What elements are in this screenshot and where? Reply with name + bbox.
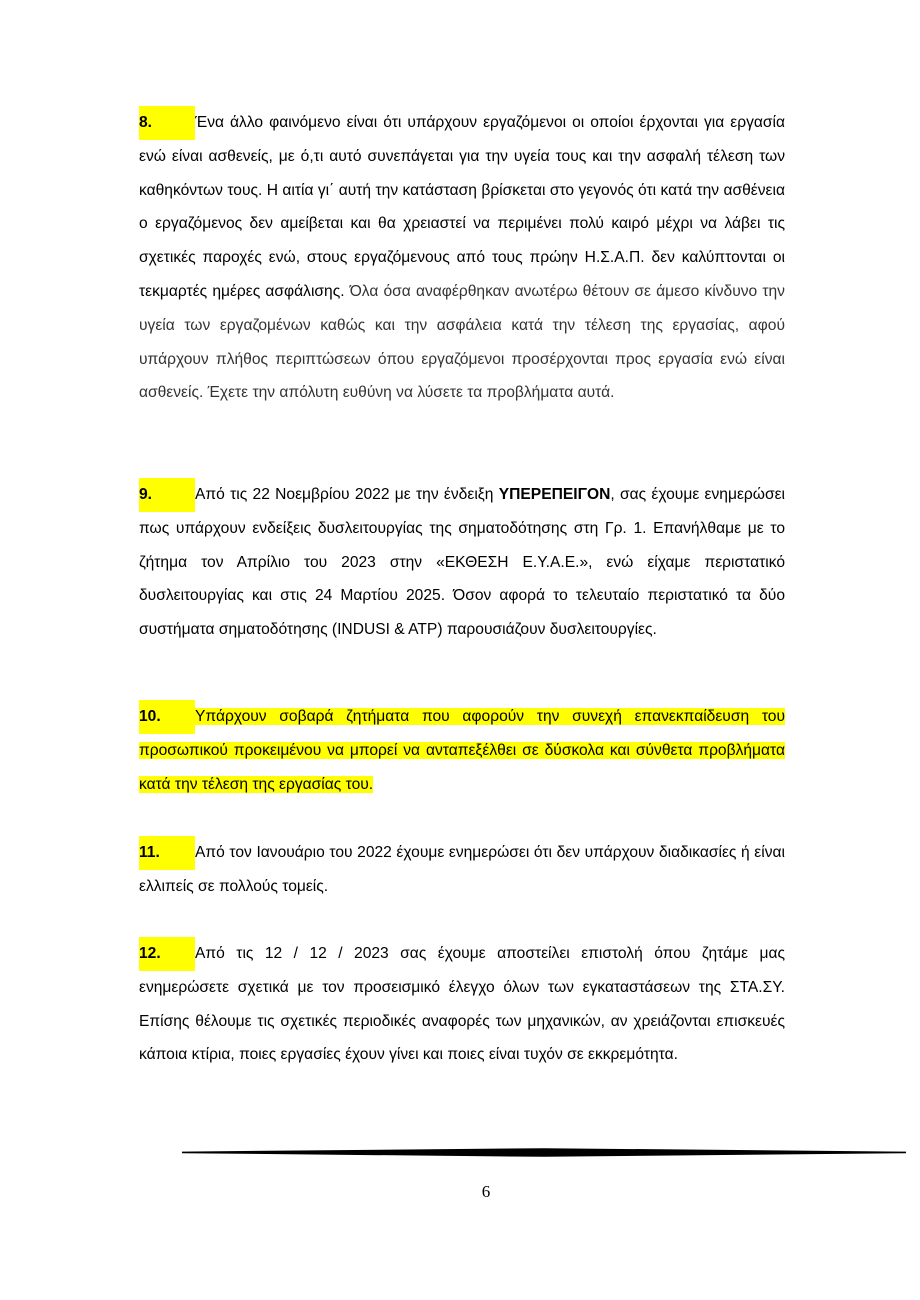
urgent-label: ΥΠΕΡΕΠΕΙΓΟΝ (498, 486, 611, 503)
paragraph-text-gray: Όλα όσα αναφέρθηκαν ανωτέρω θέτουν σε άμεσο κίνδυνο την υγεία των εργαζομένων καθώς και την ασφάλεια κατά την τέλεση της εργασίας, αφού υπάρχουν πλήθος περιπτώσεων όπου εργαζόμενοι προσέρχονται προς εργασία ενώ είναι ασθενείς. Έχετε την απόλυτη ευθύνη να λύσετε τα προβλήματα αυτά. (139, 282, 785, 402)
footer-divider (182, 1148, 906, 1157)
paragraph-text: Από τις 22 Νοεμβρίου 2022 με την ένδειξη (195, 486, 499, 503)
paragraph-number: 11. (139, 836, 195, 870)
paragraph-text: Ένα άλλο φαινόμενο είναι ότι υπάρχουν εργαζόμενοι οι οποίοι έρχονται για εργασία ενώ είναι ασθενείς, με ό,τι αυτό συνεπάγεται για την υγεία τους και την ασφαλή τέλεση των καθηκόντων τους. Η αιτία γι΄ αυτή την κατάσταση βρίσκεται στο γεγονός ότι κατά την ασθένεια ο εργαζόμενος δεν αμείβεται και θα χρειαστεί να περιμένει πολύ καιρό μέχρι να λάβει τις σχετικές παροχές ενώ, στους εργαζόμενους από τους πρώην Η.Σ.Α.Π. δεν καλύπτονται οι τεκμαρτές ημέρες ασφάλισης. (139, 114, 785, 300)
paragraph-text-highlighted: Υπάρχουν σοβαρά ζητήματα που αφορούν την συνεχή επανεκπαίδευση του προσωπικού προκειμένου να μπορεί να ανταπεξέλθει σε δύσκολα και σύνθετα προβλήματα κατά την τέλεση της εργασίας του. (139, 708, 785, 793)
paragraph-11 (139, 836, 785, 904)
paragraph-10 (139, 700, 785, 801)
paragraph-12 (139, 937, 785, 1072)
paragraph-text-continued: , σας έχουμε ενημερώσει πως υπάρχουν ενδείξεις δυσλειτουργίας της σηματοδότησης στη Γρ. 1. Επανήλθαμε με το ζήτημα τον Απρίλιο του 2023 στην «ΕΚΘΕΣΗ Ε.Υ.Α.Ε.», ενώ είχαμε περιστατικό δυσλειτουργίας και στις 24 Μαρτίου 2025. Όσον αφορά το τελευταίο περιστατικό τα δύο συστήματα σηματοδότησης (INDUSI & ATP) παρουσιάζουν δυσλειτουργίες. (139, 486, 785, 639)
paragraph-number: 12. (139, 937, 195, 971)
paragraph-text: Από τις 12 / 12 / 2023 σας έχουμε αποστείλει επιστολή όπου ζητάμε μας ενημερώσετε σχετικά με τον προσεισμικό έλεγχο όλων των εγκαταστάσεων της ΣΤΑ.ΣΥ. Επίσης θέλουμε τις σχετικές περιοδικές αναφορές των μηχανικών, αν χρειάζονται επισκευές κάποια κτίρια, ποιες εργασίες έχουν γίνει και ποιες είναι τυχόν σε εκκρεμότητα. (139, 945, 785, 1064)
paragraph-number: 8. (139, 106, 195, 140)
page-number: 6 (481, 1182, 491, 1201)
paragraph-number: 10. (139, 700, 195, 734)
paragraph-9 (139, 478, 785, 647)
footer-divider-shape (182, 1148, 906, 1157)
paragraph-8 (139, 106, 785, 410)
paragraph-text: Από τον Ιανουάριο του 2022 έχουμε ενημερώσει ότι δεν υπάρχουν διαδικασίες ή είναι ελλιπείς σε πολλούς τομείς. (139, 844, 785, 895)
paragraph-number: 9. (139, 478, 195, 512)
